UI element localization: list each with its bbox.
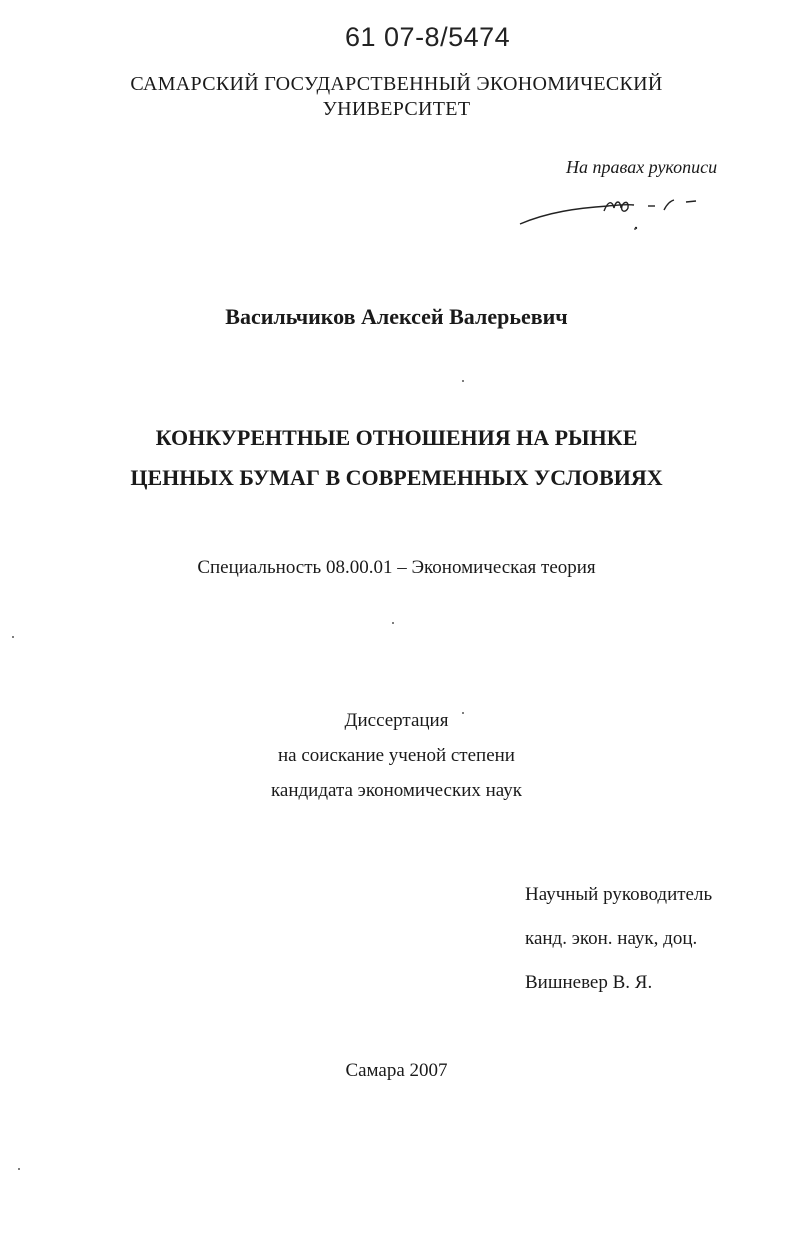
handwritten-signature xyxy=(508,186,708,236)
scan-speck xyxy=(634,228,636,230)
scan-speck xyxy=(12,636,14,638)
scan-speck xyxy=(462,712,464,714)
scan-speck xyxy=(462,380,464,382)
supervisor-role: Научный руководитель xyxy=(525,884,713,905)
rights-note: На правах рукописи xyxy=(566,157,718,177)
university-line-2: УНИВЕРСИТЕТ xyxy=(322,98,471,120)
supervisor-block xyxy=(525,873,712,1005)
scan-speck xyxy=(18,1168,20,1170)
degree-line-2: на соискание ученой степени xyxy=(278,745,515,766)
archive-stamp-number: 61 07-8/5474 xyxy=(345,22,511,52)
supervisor-name: Вишневер В. Я. xyxy=(525,972,653,993)
degree-line-3: кандидата экономических наук xyxy=(270,780,523,801)
dissertation-title xyxy=(0,418,793,498)
title-line-1: КОНКУРЕНТНЫЕ ОТНОШЕНИЯ НА РЫНКЕ xyxy=(155,425,638,450)
supervisor-degree: канд. экон. наук, доц. xyxy=(525,928,698,949)
author-name: Васильчиков Алексей Валерьевич xyxy=(225,304,568,329)
degree-statement xyxy=(0,703,793,808)
title-line-2: ЦЕННЫХ БУМАГ В СОВРЕМЕННЫХ УСЛОВИЯХ xyxy=(130,465,663,490)
city-year: Самара 2007 xyxy=(345,1060,448,1081)
scan-speck xyxy=(392,622,394,624)
degree-line-1: Диссертация xyxy=(344,710,449,731)
specialty: Специальность 08.00.01 – Экономическая теория xyxy=(197,557,596,578)
university-line-1: САМАРСКИЙ ГОСУДАРСТВЕННЫЙ ЭКОНОМИЧЕСКИЙ xyxy=(130,73,663,95)
university-name xyxy=(0,72,793,122)
